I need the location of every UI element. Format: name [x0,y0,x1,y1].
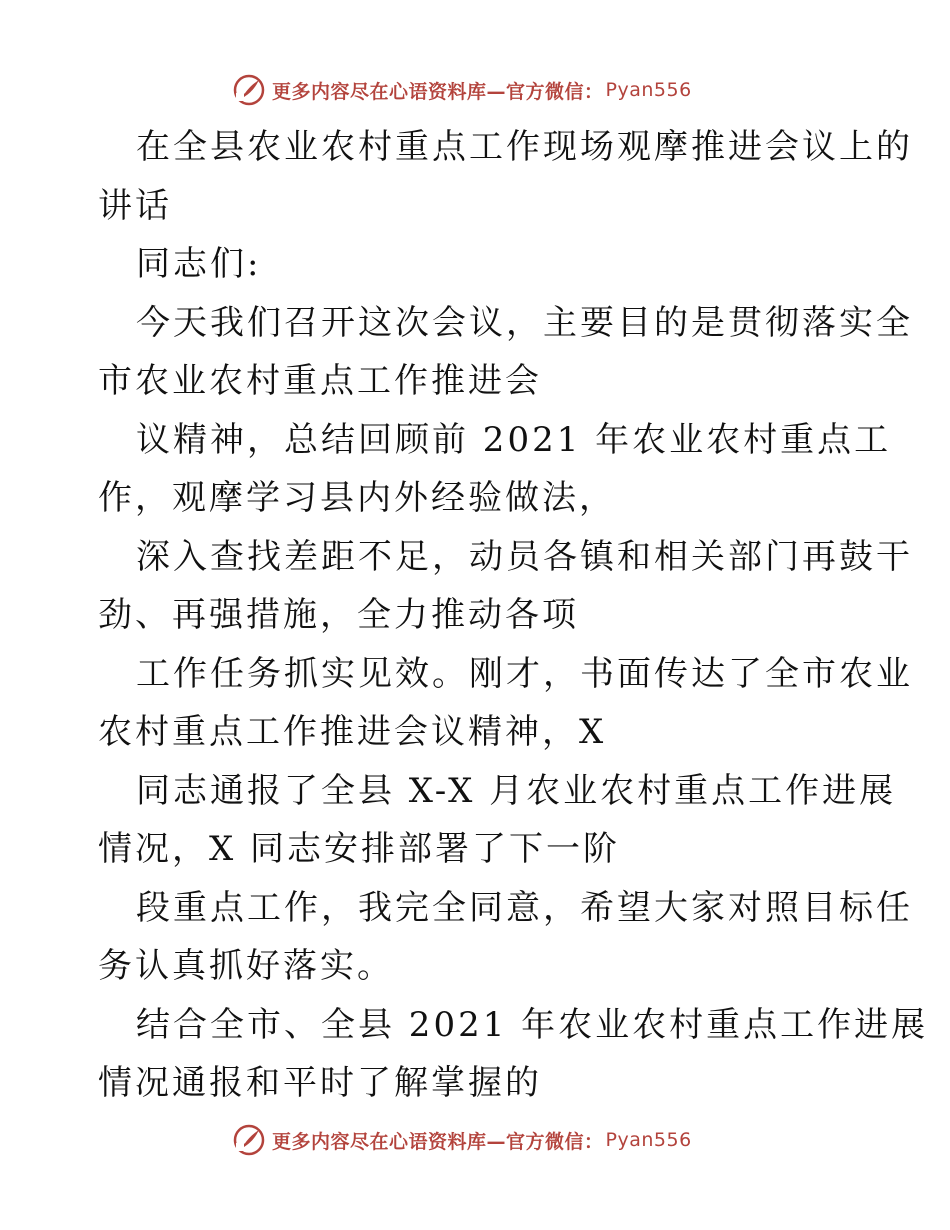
watermark-wechat-id: Pyan556 [605,79,692,101]
header-watermark [232,72,712,108]
text-line: 工作任务抓实见效。刚才，书面传达了全市农业 [136,653,913,694]
text-line: 情况通报和平时了解掌握的 [98,1063,542,1103]
text-line: 同志通报了全县 X-X 月农业农村重点工作进展 [136,770,897,811]
text-line: 段重点工作，我完全同意，希望大家对照目标任 [136,887,913,928]
watermark-text: 更多内容尽在心语资料库—官方微信： [272,80,604,103]
quill-logo-icon [232,1123,266,1157]
text-line: 农村重点工作推进会议精神，X [98,712,607,752]
watermark-text: 更多内容尽在心语资料库—官方微信： [272,1130,604,1153]
title-line: 在全县农业农村重点工作现场观摩推进会议上的 [136,127,913,167]
text-line: 市农业农村重点工作推进会 [98,361,542,401]
text-line: 务认真抓好落实。 [98,946,394,986]
title-line: 讲话 [98,185,172,226]
text-line: 深入查找差距不足，动员各镇和相关部门再鼓干 [136,536,913,577]
document-body [98,118,929,1113]
watermark-wechat-id: Pyan556 [605,1129,692,1151]
text-line: 劲、再强措施，全力推动各项 [98,595,579,635]
salutation: 同志们: [136,244,262,284]
footer-watermark [232,1122,712,1158]
text-line: 结合全市、全县 2021 年农业农村重点工作进展 [136,1004,929,1045]
text-line: 情况，X 同志安排部署了下一阶 [98,829,621,869]
quill-logo-icon [232,73,266,107]
text-line: 议精神，总结回顾前 2021 年农业农村重点工 [136,419,892,460]
text-line: 作，观摩学习县内外经验做法， [98,478,616,518]
text-line: 今天我们召开这次会议，主要目的是贯彻落实全 [136,302,913,343]
